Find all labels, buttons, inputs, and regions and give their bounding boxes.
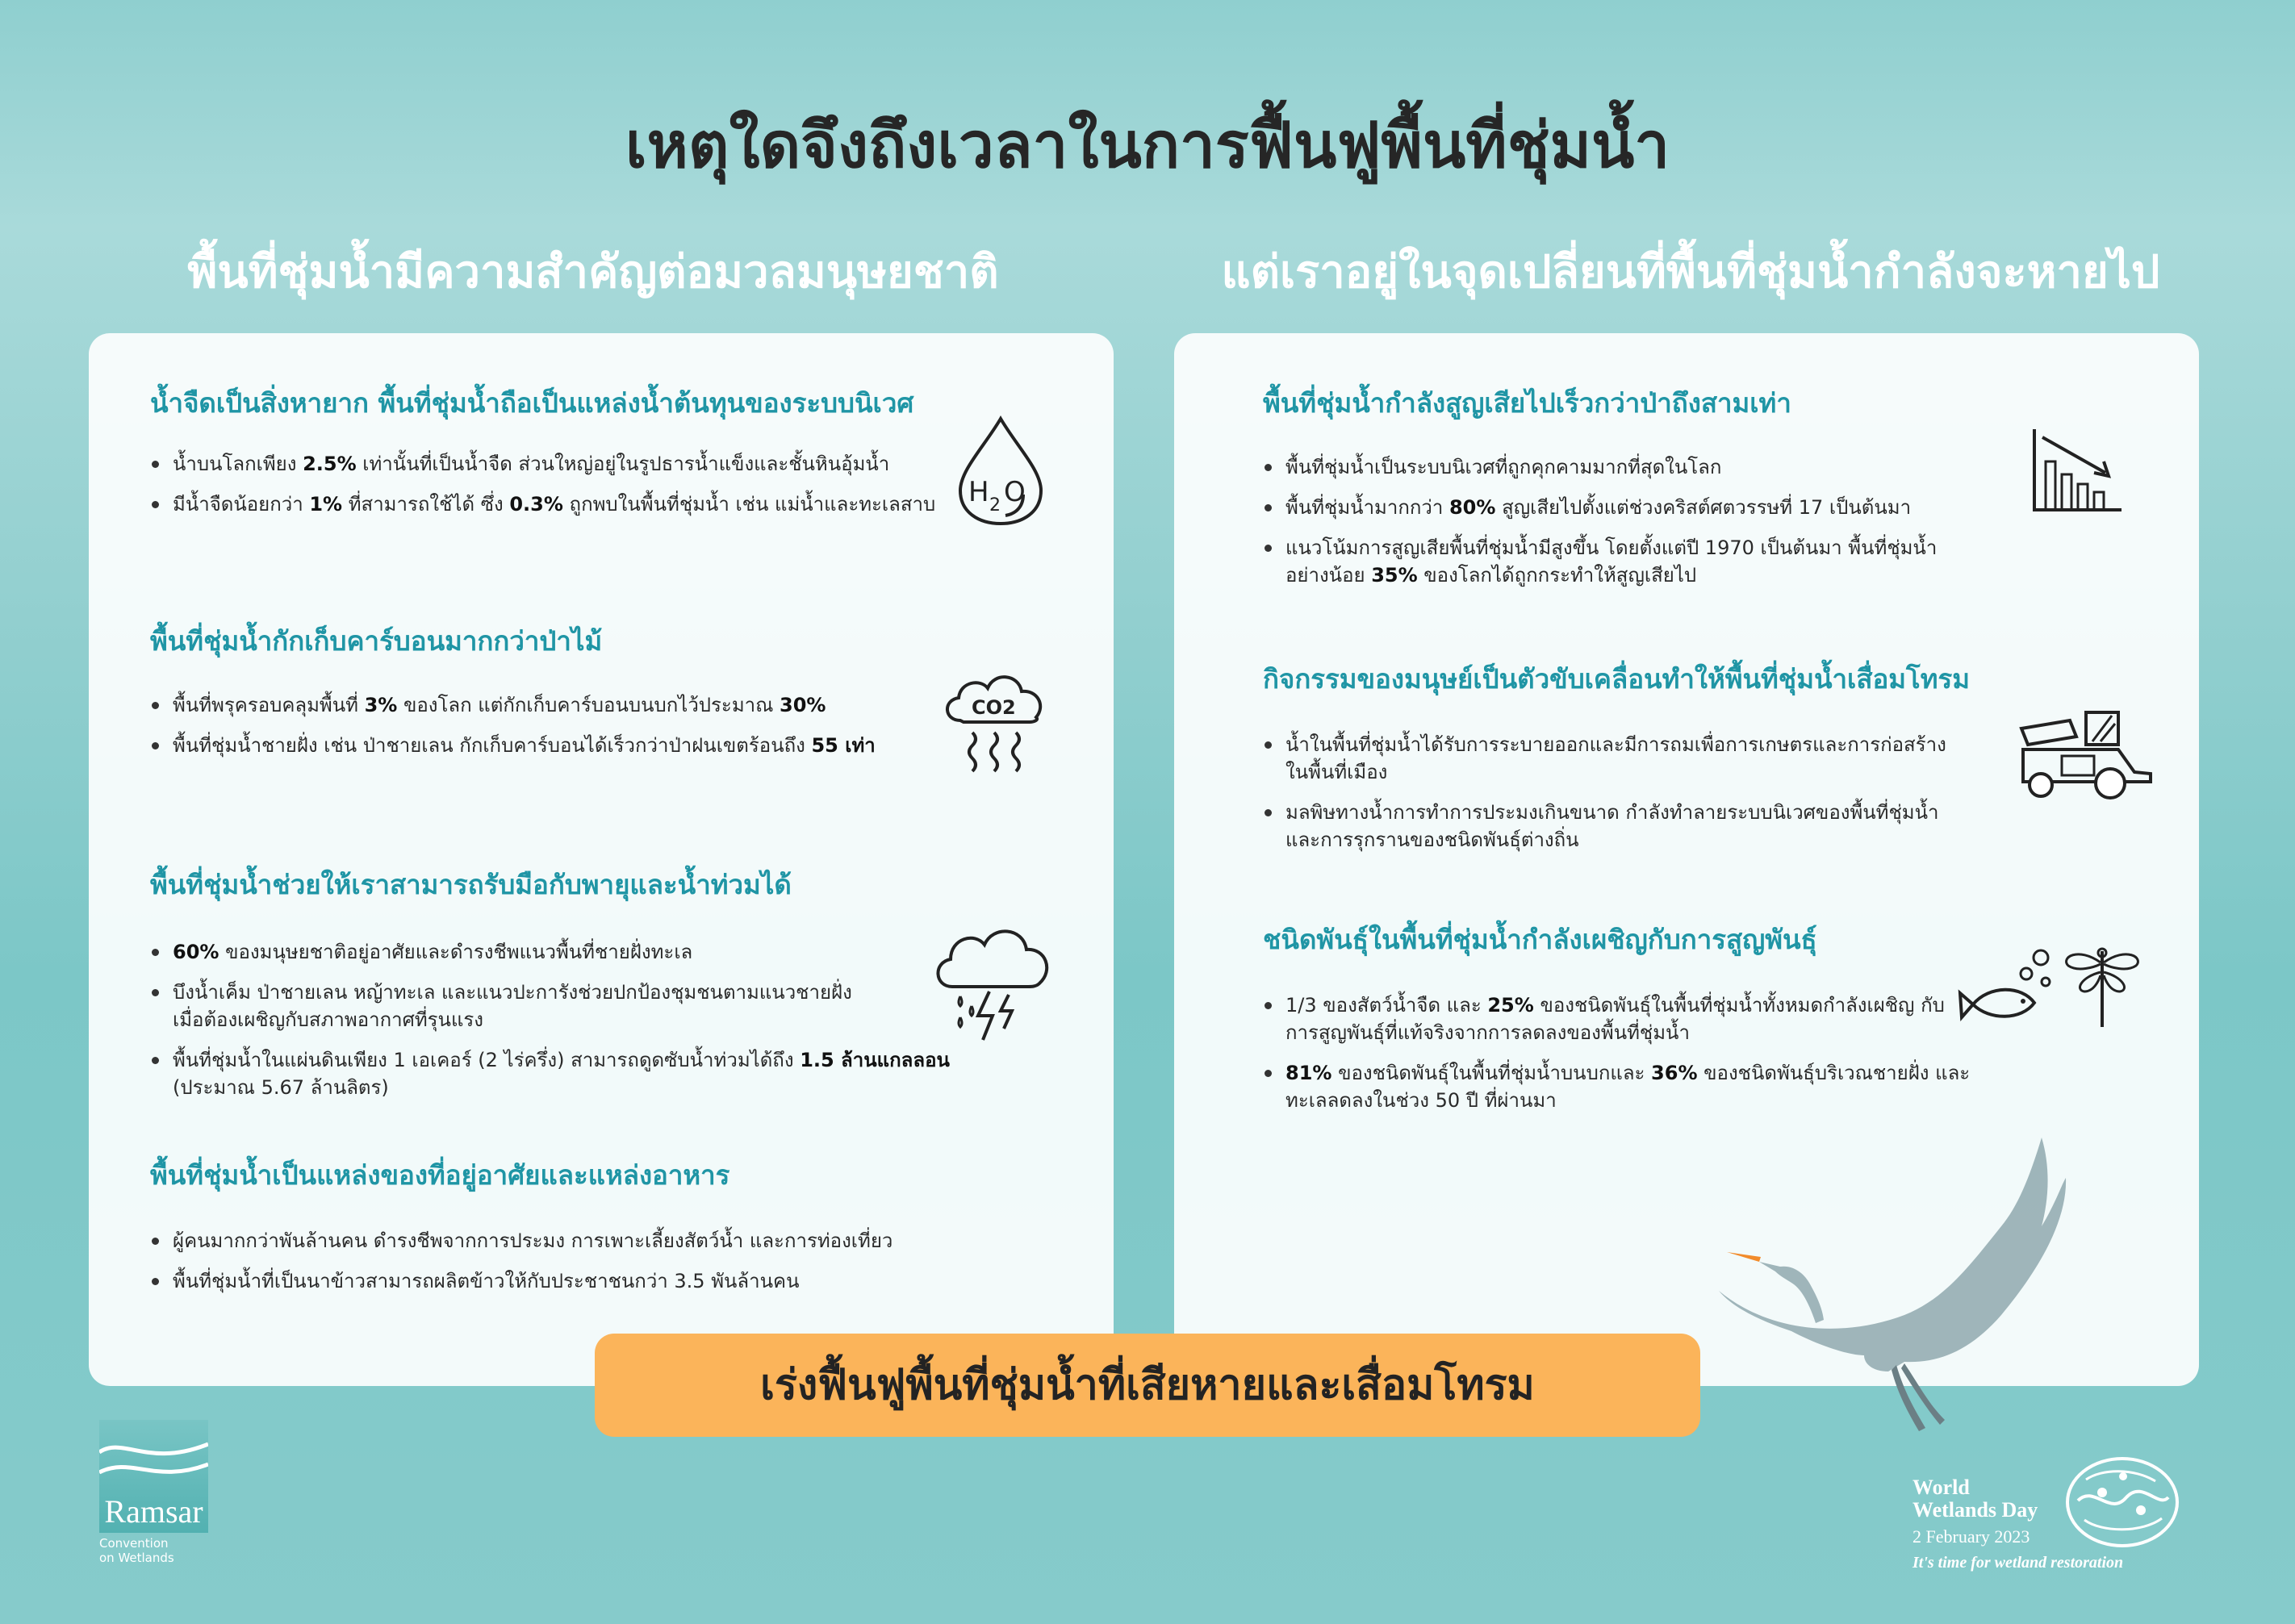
ramsar-wordmark: Ramsar [104, 1493, 203, 1530]
water-drop-h2o-icon [952, 414, 1049, 530]
left-column-heading: พื้นที่ชุ่มน้ำมีความสำคัญต่อมวลมนุษยชาติ [187, 246, 999, 298]
co2-cloud-icon [936, 664, 1057, 788]
section-title: พื้นที่ชุ่มน้ำช่วยให้เราสามารถรับมือกับพายุและน้ำท่วมได้ [150, 869, 792, 900]
list-item: มีน้ำจืดน้อยกว่า 1% ที่สามารถใช้ได้ ซึ่ง 0.3% ถูกพบในพื้นที่ชุ่มน้ำ เช่น แม่น้ำและทะเลสาบ [150, 491, 941, 518]
heron-illustration [1703, 1129, 2138, 1439]
wwd-title-line1: World [1912, 1476, 1970, 1499]
svg-text:CO2: CO2 [972, 696, 1016, 719]
page-title: เหตุใดจึงถึงเวลาในการฟื้นฟูพื้นที่ชุ่มน้ำ [625, 110, 1670, 182]
list-item: 81% ของชนิดพันธุ์ในพื้นที่ชุ่มน้ำบนบกและ 36% ของชนิดพันธุ์บริเวณชายฝั่ง และทะเลลดลงในช่วง 50 ปี ที่ผ่านมา [1263, 1059, 1973, 1114]
list-item: ผู้คนมากกว่าพันล้านคน ดำรงชีพจากการประมง การเพาะเลี้ยงสัตว์น้ำ และการท่องเที่ยว [150, 1227, 1038, 1255]
wwd-date: 2 February 2023 [1912, 1526, 2030, 1547]
declining-bar-chart-icon [2030, 426, 2126, 518]
storm-cloud-icon [928, 906, 1057, 1046]
list-item: 1/3 ของสัตว์น้ำจืด และ 25% ของชนิดพันธุ์ในพื้นที่ชุ่มน้ำทั้งหมดกำลังเผชิญ กับการสูญพันธุ์ที่แท้จริงจากการลดลงของพื้นที่ชุ่มน้ำ [1263, 992, 1973, 1046]
section-carbon [150, 620, 1054, 772]
call-to-action-banner: เร่งฟื้นฟูพื้นที่ชุ่มน้ำที่เสียหายและเสื่อมโทรม [595, 1334, 1700, 1437]
section-title: น้ำจืดเป็นสิ่งหายาก พื้นที่ชุ่มน้ำถือเป็นแหล่งน้ำต้นทุนของระบบนิเวศ [150, 387, 914, 419]
list-item: พื้นที่ชุ่มน้ำเป็นระบบนิเวศที่ถูกคุกคามมากที่สุดในโลก [1263, 453, 1973, 481]
section-storms [150, 863, 1054, 1114]
svg-text:2: 2 [989, 495, 1001, 516]
svg-text:O: O [1004, 476, 1026, 508]
list-item: น้ำในพื้นที่ชุ่มน้ำได้รับการระบายออกและมีการถมเพื่อการเกษตรและการก่อสร้าง ในพื้นที่เมือง [1263, 731, 1973, 786]
harvester-icon [2013, 704, 2159, 804]
ramsar-emblem [99, 1420, 208, 1533]
wwd-title-line2: Wetlands Day [1912, 1498, 2038, 1522]
right-column-heading: แต่เราอยู่ในจุดเปลี่ยนที่พื้นที่ชุ่มน้ำกำลังจะหายไป [1221, 246, 2160, 298]
ramsar-caption-line2: on Wetlands [99, 1551, 174, 1565]
svg-text:H: H [968, 476, 989, 508]
list-item: มลพิษทางน้ำการทำการประมงเกินขนาด กำลังทำลายระบบนิเวศของพื้นที่ชุ่มน้ำ และการรุกรานของชนิดพันธุ์ต่างถิ่น [1263, 799, 1973, 854]
wwd-emblem [2062, 1452, 2183, 1549]
bullet-list [150, 450, 941, 518]
wwd-tagline: It's time for wetland restoration [1912, 1554, 2124, 1572]
left-panel [89, 333, 1114, 1386]
fish-dragonfly-icon [1957, 946, 2142, 1046]
bullet-list [1263, 453, 1973, 589]
list-item: พื้นที่ชุ่มน้ำชายฝั่ง เช่น ป่าชายเลน กักเก็บคาร์บอนได้เร็วกว่าป่าฝนเขตร้อนถึง 55 เท่า [150, 732, 941, 759]
bullet-list [150, 1227, 1038, 1295]
section-freshwater [150, 382, 1054, 531]
bullet-list [150, 938, 957, 1101]
list-item: แนวโน้มการสูญเสียพื้นที่ชุ่มน้ำมีสูงขึ้น โดยตั้งแต่ปี 1970 เป็นต้นมา พื้นที่ชุ่มน้ำ อย่างน้อย 35% ของโลกได้ถูกกระทำให้สูญเสียไป [1263, 534, 1973, 589]
list-item: พื้นที่พรุครอบคลุมพื้นที่ 3% ของโลก แต่กักเก็บคาร์บอนบนบกไว้ประมาณ 30% [150, 691, 941, 719]
bullet-list [1263, 992, 1973, 1114]
ramsar-logo [99, 1420, 208, 1565]
section-title: พื้นที่ชุ่มน้ำเป็นแหล่งของที่อยู่อาศัยและแหล่งอาหาร [150, 1159, 730, 1191]
section-habitat [150, 1154, 1054, 1308]
section-title: พื้นที่ชุ่มน้ำกักเก็บคาร์บอนมากกว่าป่าไม้ [150, 625, 603, 657]
list-item: 60% ของมนุษยชาติอยู่อาศัยและดำรงชีพแนวพื้นที่ชายฝั่งทะเล [150, 938, 957, 966]
section-title: พื้นที่ชุ่มน้ำกำลังสูญเสียไปเร็วกว่าป่าถึงสามเท่า [1263, 387, 1791, 419]
ramsar-caption-line1: Convention [99, 1536, 169, 1551]
list-item: บึงน้ำเค็ม ป่าชายเลน หญ้าทะเล และแนวปะการังช่วยปกป้องชุมชนตามแนวชายฝั่ง เมื่อต้องเผชิญกับสภาพอากาศที่รุนแรง [150, 979, 883, 1033]
section-title: ชนิดพันธุ์ในพื้นที่ชุ่มน้ำกำลังเผชิญกับการสูญพันธุ์ [1263, 924, 1817, 955]
bullet-list [1263, 731, 1973, 854]
list-item: พื้นที่ชุ่มน้ำที่เป็นนาข้าวสามารถผลิตข้าวให้กับประชาชนกว่า 3.5 พันล้านคน [150, 1267, 1038, 1295]
bullet-list [150, 691, 941, 759]
section-loss-rate [1263, 382, 2151, 602]
list-item: พื้นที่ชุ่มน้ำมากกว่า 80% สูญเสียไปตั้งแต่ช่วงคริสต์ศตวรรษที่ 17 เป็นต้นมา [1263, 494, 1973, 521]
list-item: พื้นที่ชุ่มน้ำในแผ่นดินเพียง 1 เอเคอร์ (2 ไร่ครึ่ง) สามารถดูดซับน้ำท่วมได้ถึง 1.5 ล้านแกลลอน (ประมาณ 5.67 ล้านลิตร) [150, 1046, 957, 1101]
list-item: น้ำบนโลกเพียง 2.5% เท่านั้นที่เป็นน้ำจืด ส่วนใหญ่อยู่ในรูปธารน้ำแข็งและชั้นหินอุ้มน้ำ [150, 450, 941, 478]
section-title: กิจกรรมของมนุษย์เป็นตัวขับเคลื่อนทำให้พื้นที่ชุ่มน้ำเสื่อมโทรม [1263, 663, 1970, 695]
